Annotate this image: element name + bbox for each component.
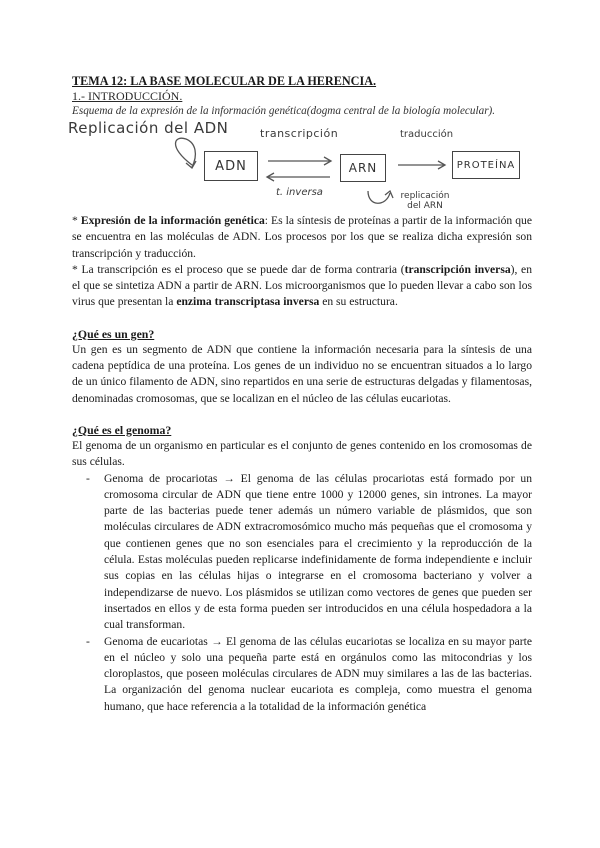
term-reverse-transcription: transcripción inversa (404, 262, 511, 276)
reverse-transcription-paragraph (72, 262, 532, 311)
paragraph-text: : Es la síntesis de proteínas a partir de la información que se encuentra en las moléculas de ADN. Los procesos por los que se realiza dicha expresión son transcripción y traducción. (72, 214, 533, 260)
term-genetic-expression: Expresión de la información genética (80, 214, 265, 227)
rna-box (340, 154, 386, 182)
paragraph-text: * La transcripción es el proceso que se puede dar de forma contraria ( (72, 262, 405, 276)
paragraph-text: en su estructura. (319, 295, 398, 309)
section-heading: 1.- INTRODUCCIÓN. (72, 89, 183, 103)
bullet: * (72, 214, 81, 227)
replication-label: Replicación del ADN (68, 119, 229, 137)
protein-box (452, 151, 520, 179)
gene-paragraph: Un gen es un segmento de ADN que contiene la información necesaria para la síntesis de una cadena peptídica de una proteína. Los genes de un individuo no se encuentran situados a lo largo de un único filamento de ADN, sino repartidos en una serie de estructuras delgadas y filamentosas, denominadas cromosomas, que se localizan en el núcleo de las células eucariotas. (72, 342, 532, 405)
list-item: - Genoma de procariotas → El genoma de las células procariotas está formado por un cromosoma circular de ADN que tiene entre 1000 y 12000 genes, sin intrones. La mayor parte de las bacterias puede tener además un número variable de plásmidos, que son moléculas circulares de ADN extracromosómico mucho más pequeñas que el cromosoma y que contienen genes que no son esenciales para el crecimiento y la reproducción de la célula. Estas moléculas pueden replicarse indefinidamente de forma independiente e incluir sus copias en las células hijas o integrarse en el cromosoma bacteriano y volver a independizarse de nuevo. Los plásmidos se utilizan como vectores de genes que pueden ser insertados en ellos y de esta forma pueden ser introducidos en una célula hospedadora a la cual transforman. (72, 471, 532, 634)
rna-replication-label: replicación del ARN (400, 191, 450, 211)
diagram-caption: Esquema de la expresión de la información genética(dogma central de la biología molecular). (72, 105, 496, 117)
dna-box-label: ADN (215, 158, 247, 174)
genome-types-list (72, 471, 532, 715)
genome-heading: ¿Qué es el genoma? (72, 422, 172, 437)
document-page (68, 74, 533, 715)
genetic-expression-paragraph (72, 213, 532, 262)
translation-label: traducción (400, 129, 454, 140)
document-title: TEMA 12: LA BASE MOLECULAR DE LA HERENCIA. (72, 74, 377, 88)
transcription-label: transcripción (260, 127, 339, 140)
reverse-transcription-label: t. inversa (276, 187, 323, 198)
dna-box (204, 151, 258, 181)
paragraph-text: ), en el que se sintetiza ADN a partir de ARN. Los microorganismos que lo pueden llevar a cabo son los virus que presentan la (72, 262, 533, 309)
gene-heading: ¿Qué es un gen? (72, 326, 155, 341)
rna-box-label: ARN (348, 161, 378, 175)
genome-paragraph: El genoma de un organismo en particular es el conjunto de genes contenido en los cromosomas de sus células. (72, 438, 532, 469)
term-reverse-transcriptase: enzima transcriptasa inversa (176, 295, 320, 309)
protein-box-label: PROTEÍNA (456, 159, 516, 171)
list-item: - Genoma de eucariotas → El genoma de las células eucariotas se localiza en su mayor parte en el núcleo y solo una pequeña parte está en orgánulos como las mitocondrias y los cloroplastos, que poseen moléculas circulares de ADN muy similares a las de las bacterias. La organización del genoma nuclear eucariota es compleja, como muestra el genoma humano, que hace referencia a la totalidad de la información genética (72, 634, 532, 715)
central-dogma-diagram (68, 121, 538, 213)
